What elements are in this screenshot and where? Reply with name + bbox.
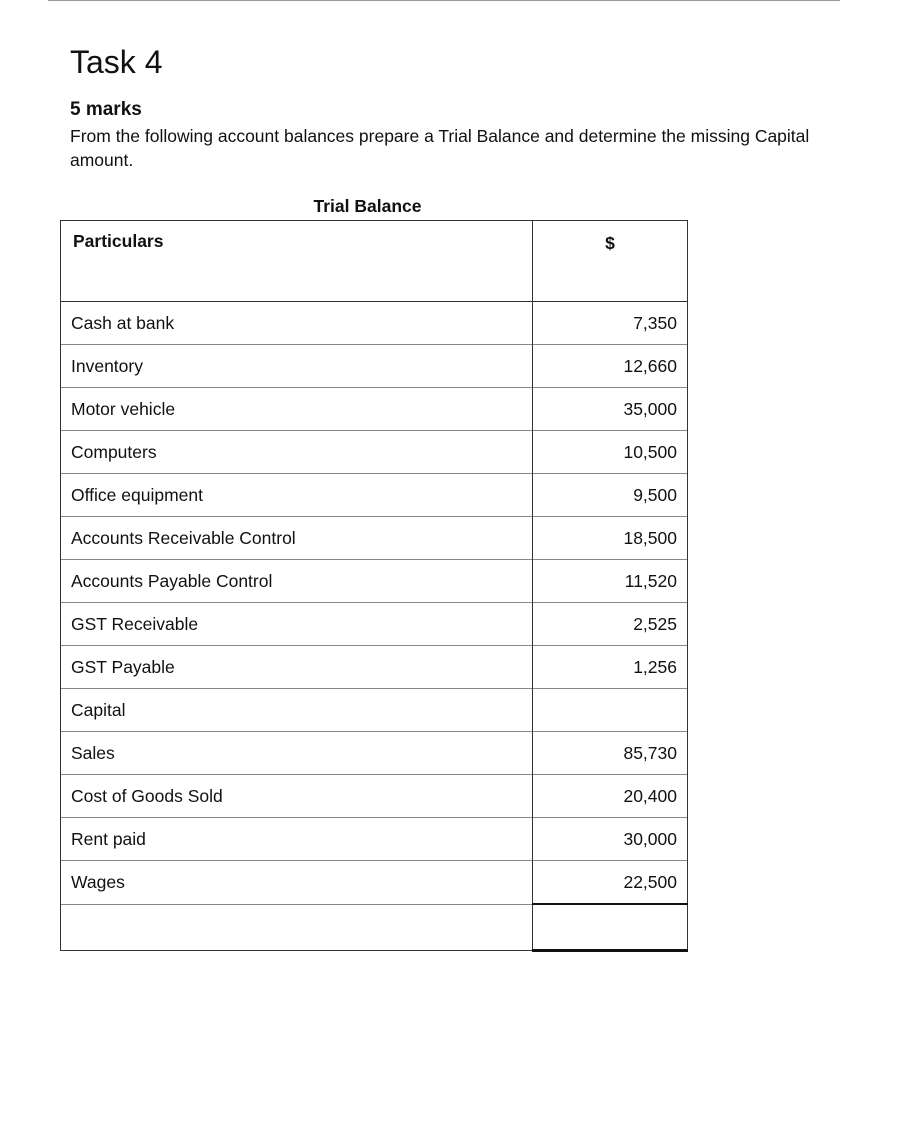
amount-cell: 20,400 xyxy=(533,775,688,818)
task-title: Task 4 xyxy=(70,44,163,80)
table-row xyxy=(61,345,688,388)
table-row xyxy=(61,689,688,732)
amount-cell: 7,350 xyxy=(533,302,688,345)
amount-cell: 1,256 xyxy=(533,646,688,689)
amount-cell: 10,500 xyxy=(533,431,688,474)
table-row xyxy=(61,775,688,818)
amount-cell: 18,500 xyxy=(533,517,688,560)
trial-balance-title: Trial Balance xyxy=(313,196,422,216)
particular-cell: Capital xyxy=(61,689,533,732)
table-row xyxy=(61,861,688,905)
task-instructions: From the following account balances prepare a Trial Balance and determine the missing Capital amount. xyxy=(70,126,810,170)
particular-cell: Cash at bank xyxy=(61,302,533,345)
particulars-header: Particulars xyxy=(61,221,533,302)
trial-balance-body xyxy=(61,302,688,951)
particular-cell: Accounts Receivable Control xyxy=(61,517,533,560)
capital-amount-cell xyxy=(533,689,688,732)
table-row xyxy=(61,732,688,775)
table-row xyxy=(61,431,688,474)
table-row xyxy=(61,560,688,603)
amount-header: $ xyxy=(533,221,688,302)
amount-cell: 2,525 xyxy=(533,603,688,646)
table-row xyxy=(61,388,688,431)
particular-cell: Accounts Payable Control xyxy=(61,560,533,603)
table-header-row xyxy=(61,221,688,302)
marks-label: 5 marks xyxy=(70,99,142,120)
amount-cell: 85,730 xyxy=(533,732,688,775)
particular-cell: GST Receivable xyxy=(61,603,533,646)
particular-cell: Office equipment xyxy=(61,474,533,517)
particular-cell: Rent paid xyxy=(61,818,533,861)
table-row xyxy=(61,517,688,560)
trial-balance-table xyxy=(60,220,688,952)
total-label-cell xyxy=(61,904,533,951)
particular-cell: Cost of Goods Sold xyxy=(61,775,533,818)
top-divider xyxy=(48,0,840,1)
table-row xyxy=(61,646,688,689)
amount-cell: 11,520 xyxy=(533,560,688,603)
amount-cell: 22,500 xyxy=(533,861,688,905)
table-row xyxy=(61,474,688,517)
particular-cell: Motor vehicle xyxy=(61,388,533,431)
particular-cell: Sales xyxy=(61,732,533,775)
total-amount-cell xyxy=(533,904,688,951)
particular-cell: Inventory xyxy=(61,345,533,388)
table-row xyxy=(61,302,688,345)
amount-cell: 9,500 xyxy=(533,474,688,517)
amount-cell: 35,000 xyxy=(533,388,688,431)
total-row xyxy=(61,904,688,951)
amount-cell: 12,660 xyxy=(533,345,688,388)
table-row xyxy=(61,818,688,861)
particular-cell: Wages xyxy=(61,861,533,905)
particular-cell: Computers xyxy=(61,431,533,474)
table-row xyxy=(61,603,688,646)
amount-cell: 30,000 xyxy=(533,818,688,861)
particular-cell: GST Payable xyxy=(61,646,533,689)
